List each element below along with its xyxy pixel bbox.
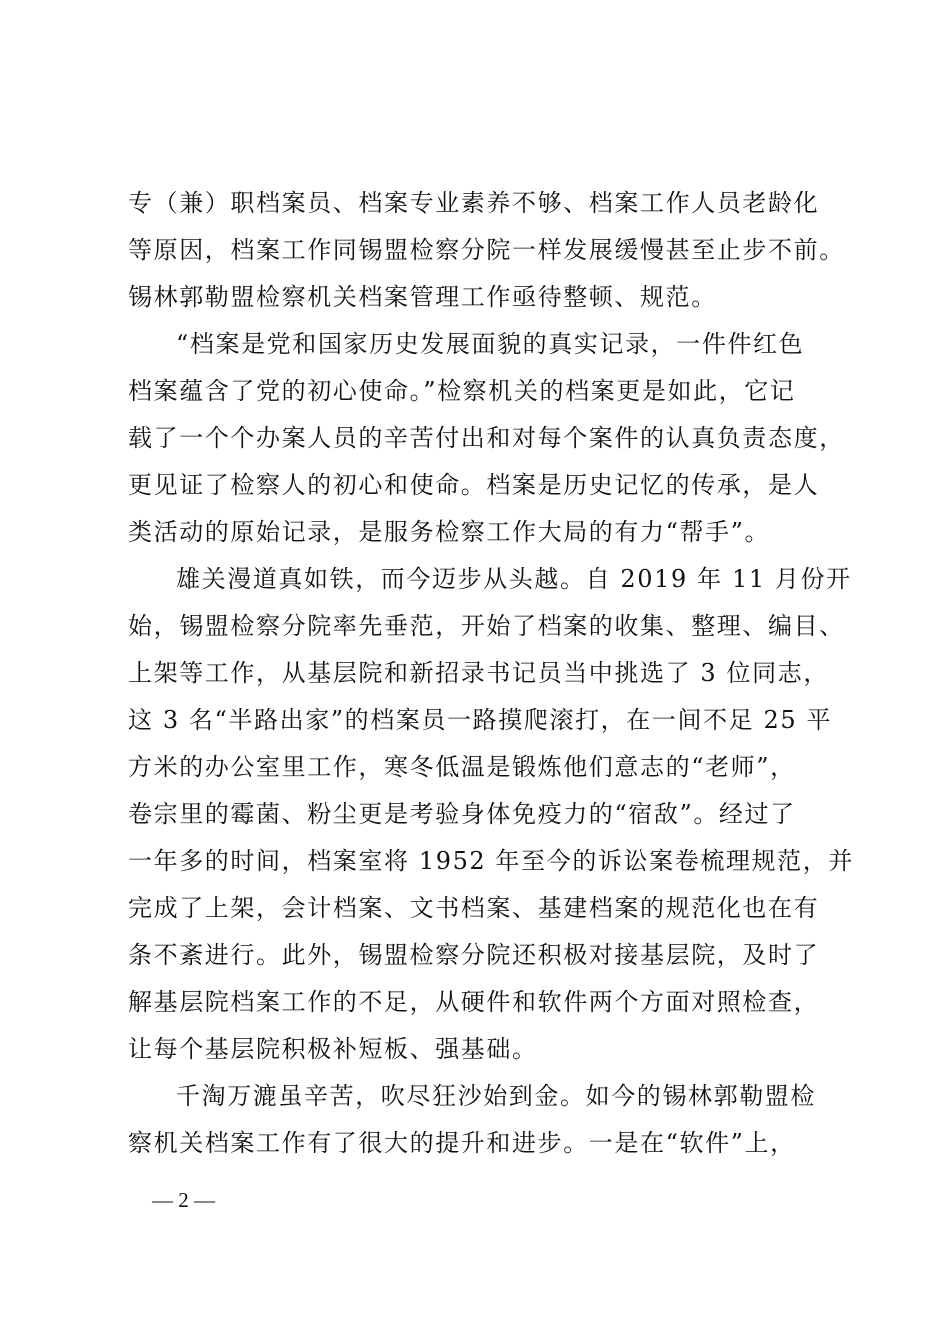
text-line: 更见证了检察人的初心和使命。档案是历史记忆的传承，是人 [128,471,820,499]
text-line: 等原因，档案工作同锡盟检察分院一样发展缓慢甚至止步不前。 [128,236,845,264]
text-line: 锡林郭勒盟检察机关档案管理工作亟待整顿、规范。 [128,283,717,311]
body-text [128,180,854,1167]
paragraph-start-line: 千淘万漉虽辛苦，吹尽狂沙始到金。如今的锡林郭勒盟检 [176,1082,816,1110]
text-line: 方米的办公室里工作，寒冬低温是锻炼他们意志的“老师”， [128,753,796,781]
text-line: 载了一个个办案人员的辛苦付出和对每个案件的认真负责态度， [128,424,845,452]
text-line: 条不紊进行。此外，锡盟检察分院还积极对接基层院，及时了 [128,941,820,969]
text-line: 察机关档案工作有了很大的提升和进步。一是在“软件”上， [128,1129,796,1157]
paragraph-start-line: “档案是党和国家历史发展面貌的真实记录，一件件红色 [176,330,805,358]
text-line: 解基层院档案工作的不足，从硬件和软件两个方面对照检查， [128,988,820,1016]
page-number: — 2 — [152,1188,215,1212]
text-line: 卷宗里的霉菌、粉尘更是考验身体免疫力的“宿敌”。经过了 [128,800,796,828]
text-line: 一年多的时间，档案室将 1952 年至今的诉讼案卷梳理规范，并 [128,847,854,875]
text-line: 上架等工作，从基层院和新招录书记员当中挑选了 3 位同志， [128,659,829,687]
text-line: 完成了上架，会计档案、文书档案、基建档案的规范化也在有 [128,894,820,922]
text-line: 始，锡盟检察分院率先垂范，开始了档案的收集、整理、编目、 [128,612,845,640]
text-line: 专（兼）职档案员、档案专业素养不够、档案工作人员老龄化 [128,189,820,217]
paragraph-start-line: 雄关漫道真如铁，而今迈步从头越。自 2019 年 11 月份开 [176,565,852,593]
text-line: 这 3 名“半路出家”的档案员一路摸爬滚打，在一间不足 25 平 [128,706,833,734]
text-line: 档案蕴含了党的初心使命。”检察机关的档案更是如此，它记 [128,377,796,405]
text-line: 让每个基层院积极补短板、强基础。 [128,1035,538,1063]
text-line: 类活动的原始记录，是服务检察工作大局的有力“帮手”。 [128,518,771,546]
